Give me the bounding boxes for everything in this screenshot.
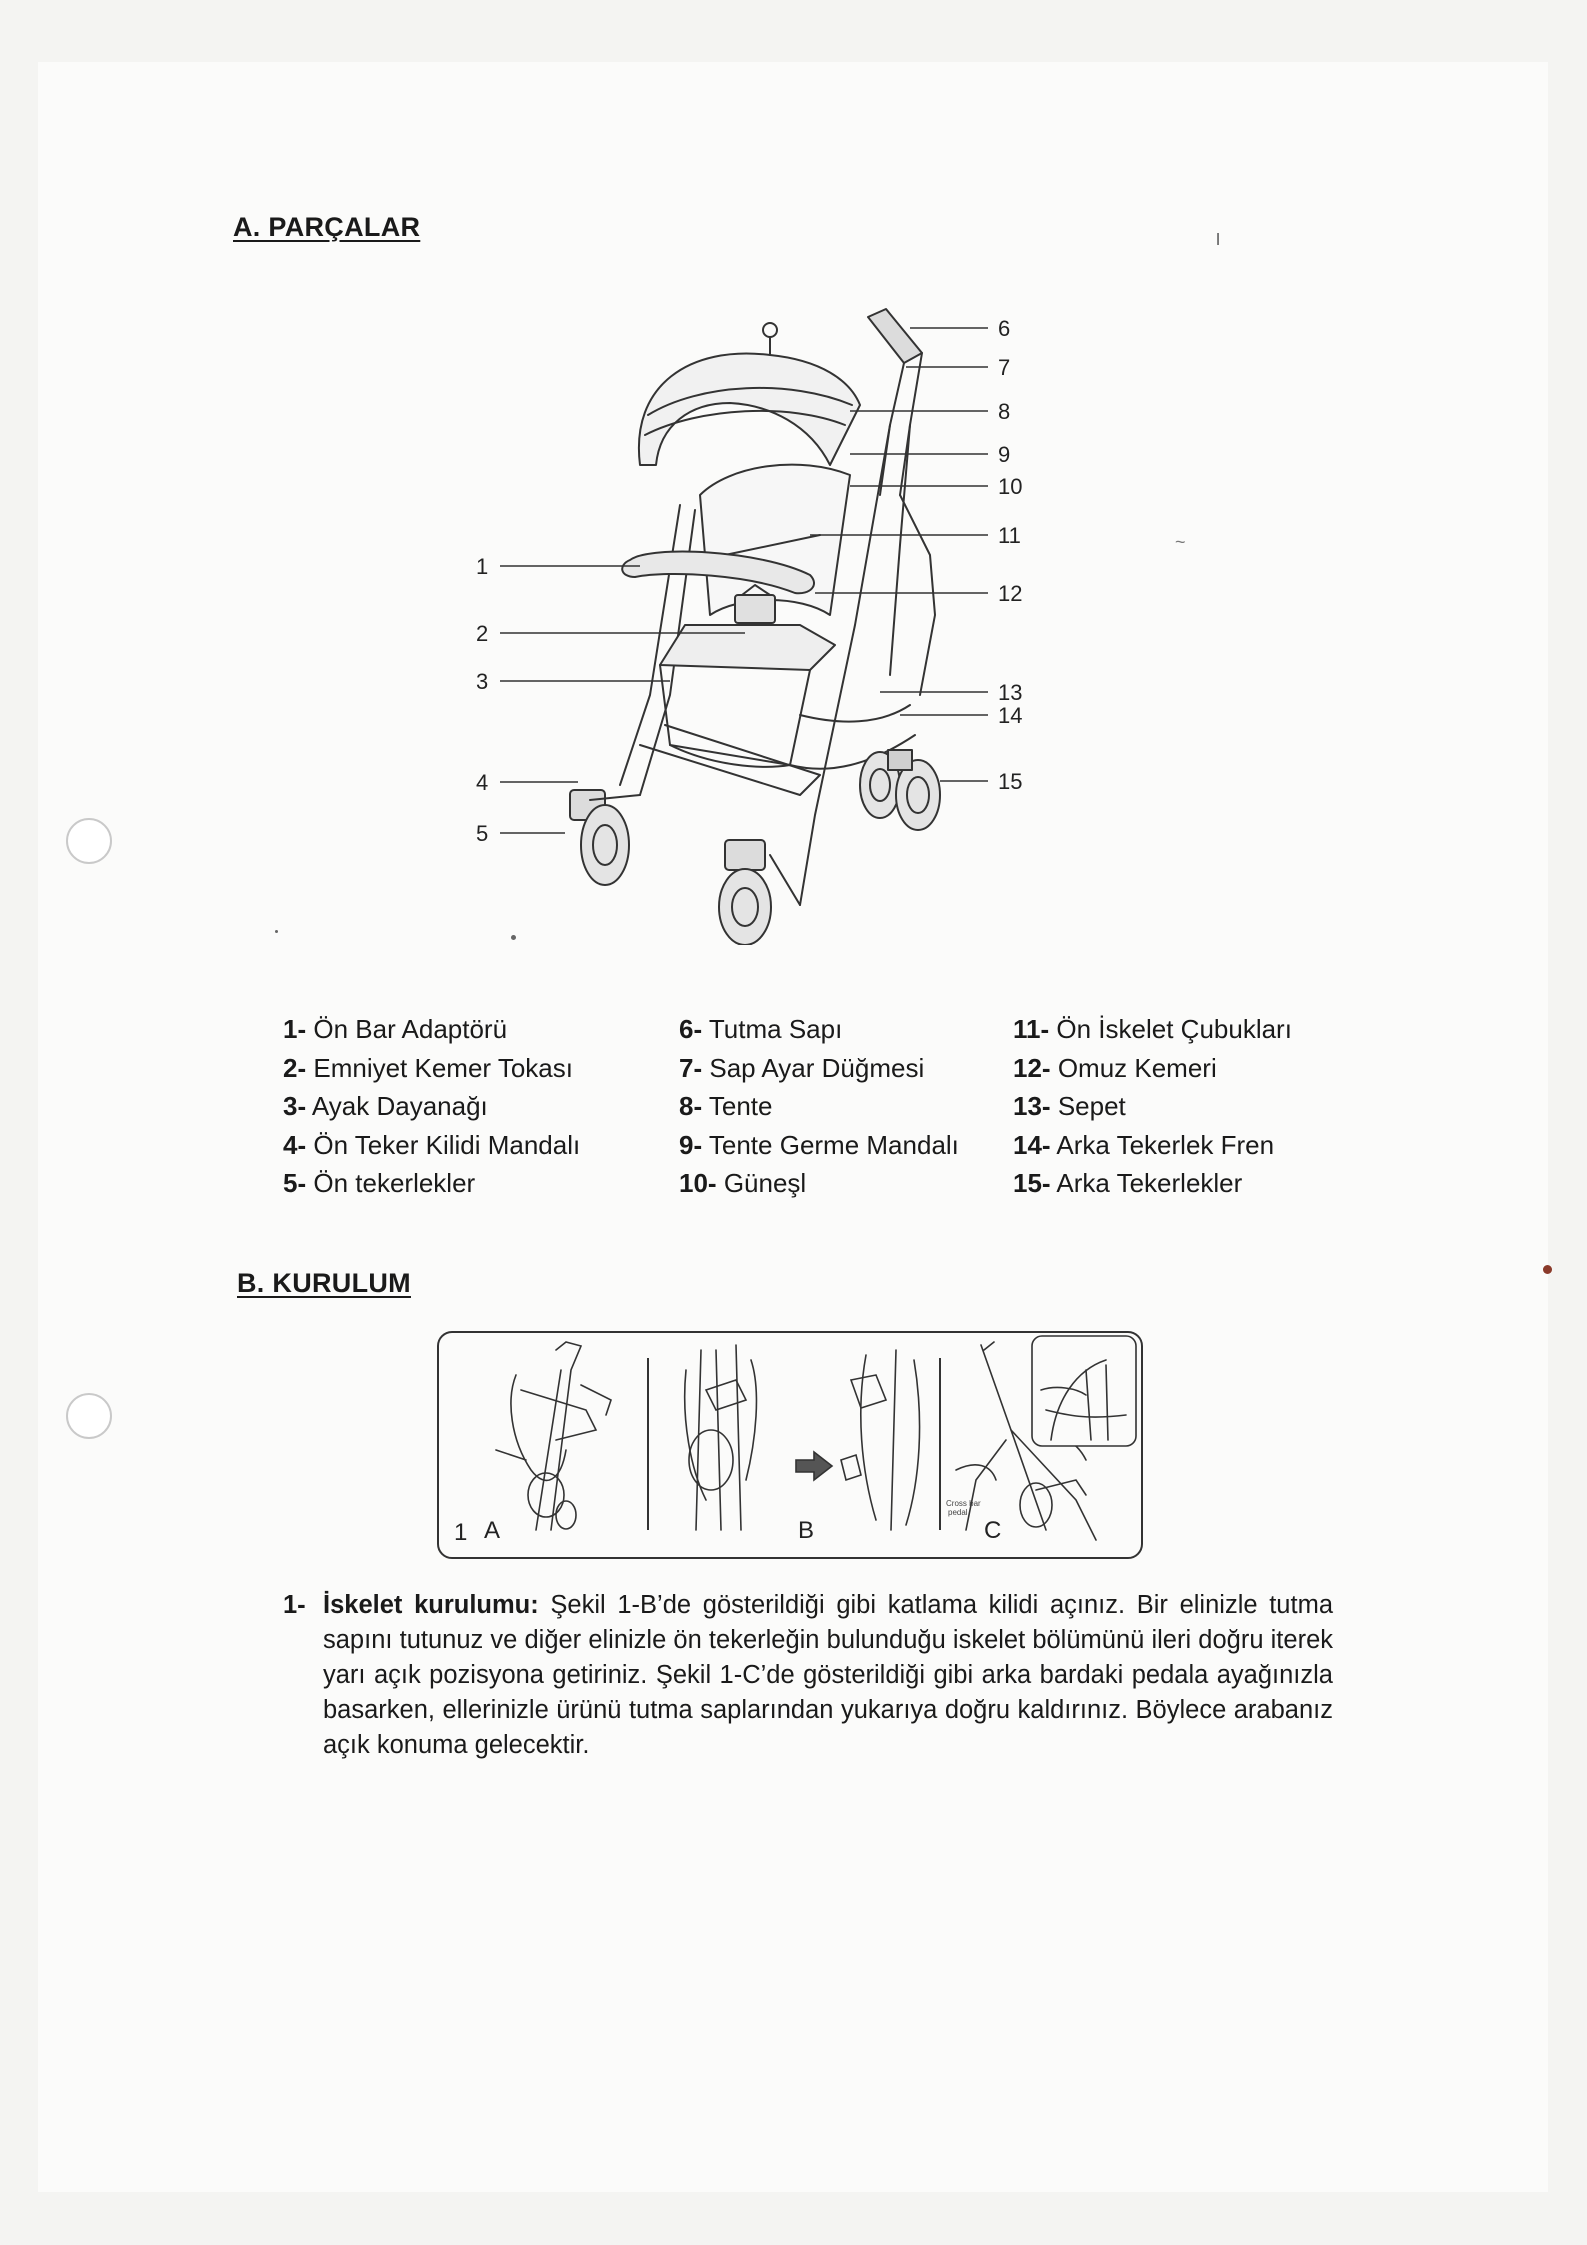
cross-bar-label-line2: pedal	[948, 1508, 968, 1517]
setup-figure-1	[436, 1330, 1144, 1560]
part-label: Sap Ayar Düğmesi	[709, 1052, 925, 1083]
part-item	[1013, 1010, 1292, 1049]
parts-list-column-3	[1013, 1010, 1292, 1203]
part-number: 9-	[679, 1129, 703, 1160]
part-number: 1-	[283, 1014, 307, 1044]
part-label: Arka Tekerlekler	[1056, 1168, 1243, 1198]
callout-9: 9	[998, 442, 1011, 467]
part-item	[283, 1126, 580, 1165]
scan-speck	[1543, 1265, 1552, 1274]
part-number: 15-	[1013, 1168, 1051, 1198]
part-item	[1013, 1087, 1292, 1126]
step-body	[323, 1588, 1333, 1763]
part-label: Ön tekerlekler	[313, 1168, 476, 1198]
part-label: Emniyet Kemer Tokası	[313, 1052, 573, 1083]
part-item	[1013, 1049, 1292, 1088]
punch-hole	[66, 818, 112, 864]
panel-label-a: A	[484, 1517, 501, 1544]
figure-number: 1	[454, 1519, 468, 1546]
callout-11: 11	[998, 523, 1021, 548]
part-number: 3-	[283, 1091, 307, 1121]
callout-8: 8	[998, 399, 1011, 424]
part-label: Tente Germe Mandalı	[708, 1129, 959, 1160]
callout-13: 13	[998, 680, 1023, 705]
scan-speck	[275, 930, 278, 933]
step-number: 1-	[283, 1591, 306, 1619]
callout-12: 12	[998, 581, 1023, 606]
part-item	[679, 1010, 959, 1049]
part-number: 12-	[1013, 1052, 1051, 1083]
part-item	[283, 1010, 580, 1049]
part-label: Tente	[708, 1091, 773, 1121]
part-item	[283, 1087, 580, 1126]
cross-bar-label-line1: Cross bar	[946, 1499, 981, 1508]
callout-5: 5	[476, 821, 489, 846]
part-number: 11-	[1013, 1014, 1050, 1044]
setup-step-1	[283, 1588, 1333, 1763]
callout-7: 7	[998, 355, 1011, 380]
part-label: Ön Teker Kilidi Mandalı	[313, 1129, 581, 1160]
part-item	[1013, 1126, 1292, 1165]
part-label: Tutma Sapı	[708, 1014, 843, 1044]
part-label: Arka Tekerlek Fren	[1056, 1129, 1275, 1160]
callout-3: 3	[476, 669, 489, 694]
parts-list-column-2	[679, 1010, 959, 1203]
punch-hole	[66, 1393, 112, 1439]
callout-6: 6	[998, 316, 1011, 341]
part-label: Omuz Kemeri	[1057, 1052, 1217, 1083]
part-item	[679, 1087, 959, 1126]
panel-label-c: C	[984, 1517, 1002, 1544]
callout-1: 1	[476, 554, 489, 579]
part-item	[679, 1126, 959, 1165]
section-b-heading: B. KURULUM	[237, 1268, 411, 1298]
callout-15: 15	[998, 769, 1023, 794]
part-item	[283, 1049, 580, 1088]
callout-10: 10	[998, 474, 1023, 499]
part-number: 8-	[679, 1091, 703, 1121]
part-number: 7-	[679, 1052, 703, 1083]
scan-mark: ~	[1175, 532, 1186, 552]
part-label: Ön İskelet Çubukları	[1056, 1014, 1292, 1044]
part-number: 13-	[1013, 1091, 1051, 1121]
part-item	[283, 1164, 580, 1203]
parts-list-column-1	[283, 1010, 580, 1203]
callout-4: 4	[476, 770, 489, 795]
callout-14: 14	[998, 703, 1023, 728]
scan-mark: ı	[1215, 225, 1222, 250]
part-item	[1013, 1164, 1292, 1203]
step-text: Şekil 1-B’de gösterildiği gibi katlama kilidi açınız. Bir elinizle tutma sapını tutunuz ve diğer elinizle ön tekerleğin bulunduğu iskelet bölümünü ileri doğru iterek yarı açık pozisyona getiriniz. Şekil 1-C’de gösterildiği gibi arka bardaki pedala ayağınızla basarken, ellerinizle ürünü tutma saplarından yukarıya doğru kaldırınız. Böylece arabanız açık konuma gelecektir.	[323, 1591, 1333, 1759]
part-label: Ayak Dayanağı	[311, 1091, 488, 1121]
callout-2: 2	[476, 621, 489, 646]
part-item	[679, 1164, 959, 1203]
section-a-heading: A. PARÇALAR	[233, 212, 421, 242]
step-title: İskelet kurulumu:	[323, 1591, 539, 1619]
part-item	[679, 1049, 959, 1088]
panel-label-b: B	[798, 1517, 815, 1544]
part-number: 10-	[679, 1168, 717, 1198]
part-label: Güneşl	[723, 1168, 807, 1198]
part-label: Ön Bar Adaptörü	[313, 1014, 508, 1044]
part-number: 14-	[1013, 1129, 1051, 1160]
part-number: 5-	[283, 1168, 307, 1198]
part-number: 4-	[283, 1129, 307, 1160]
part-label: Sepet	[1057, 1091, 1126, 1121]
part-number: 6-	[679, 1014, 703, 1044]
part-number: 2-	[283, 1052, 307, 1083]
stroller-parts-diagram	[470, 295, 1050, 945]
